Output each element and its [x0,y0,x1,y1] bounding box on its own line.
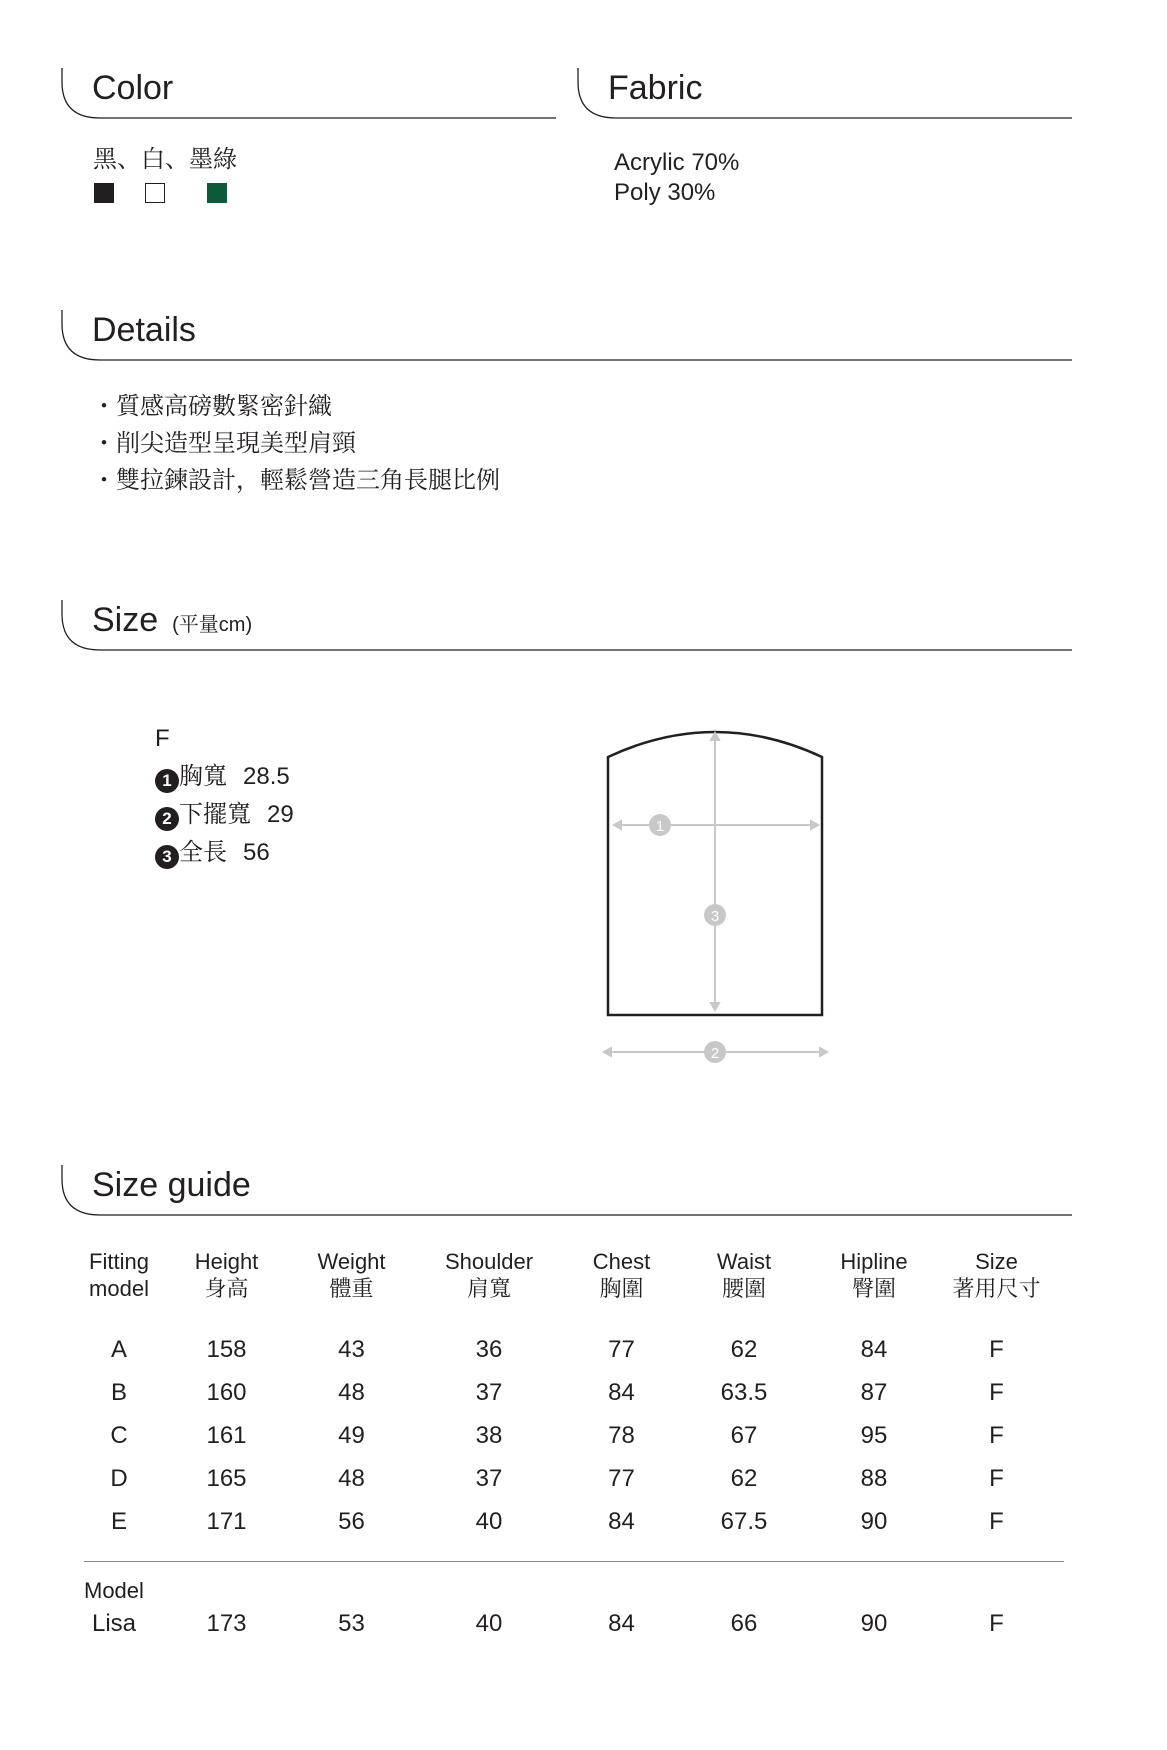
table-cell: 63.5 [720,1378,768,1406]
details-heading: Details [92,311,196,349]
table-row [84,1371,1064,1414]
table-cell: 67.5 [720,1507,768,1535]
table-cell: Lisa [92,1610,137,1637]
table-cell [84,1543,1064,1562]
table-cell: 49 [338,1421,365,1449]
header-size: Size 著用尺寸 [952,1249,1041,1301]
table-cell: 62 [730,1335,758,1363]
fabric-section-header [576,68,1072,120]
table-cell: 171 [206,1507,247,1535]
table-cell: F [989,1507,1004,1535]
table-cell: 43 [338,1335,365,1363]
table-cell: B [110,1378,127,1406]
fabric-heading: Fabric [608,69,703,107]
measurement-hem [155,796,294,834]
swatch-white [145,183,165,203]
header-chest: Chest 胸圍 [592,1249,651,1301]
table-cell: 48 [338,1378,365,1406]
marker-2: 2 [710,1045,720,1062]
table-cell: F [989,1464,1004,1492]
size-guide-heading: Size guide [92,1166,251,1204]
swatch-dark-green [207,183,227,203]
number-badge: 3 [155,845,179,869]
table-divider [84,1543,1064,1562]
table-row [84,1500,1064,1543]
swatch-black [94,183,114,203]
measurement-label: 下擺寬 [179,801,251,828]
measurement-value: 29 [267,801,294,828]
color-heading: Color [92,69,174,107]
garment-diagram [600,725,840,1070]
table-cell: 38 [475,1421,503,1449]
header-height: Height 身高 [194,1249,259,1301]
detail-item: ・ 質感高磅數緊密針織 [92,388,500,425]
color-names: 黑、白、墨綠 [93,146,237,173]
table-cell: 160 [206,1378,247,1406]
table-cell: C [110,1421,128,1449]
details-section-header [60,310,1072,362]
table-cell: 66 [730,1610,758,1637]
size-unit: (平量cm) [172,614,253,636]
details-list [92,388,500,499]
size-guide-table [84,1248,1064,1644]
number-badge: 2 [155,807,179,831]
table-cell: 173 [206,1610,247,1637]
table-cell: 84 [608,1507,635,1535]
table-cell: F [989,1421,1004,1449]
table-cell: 40 [475,1507,503,1535]
table-row [84,1414,1064,1457]
table-cell: 158 [206,1335,247,1363]
fabric-line-2: Poly 30% [614,179,716,206]
table-row [84,1457,1064,1500]
header-fitting-model: Fitting model [89,1249,149,1301]
hem-marker [704,1041,726,1063]
header-shoulder: Shoulder 肩寬 [444,1249,534,1301]
table-cell: 87 [860,1378,888,1406]
detail-item: ・ 雙拉鍊設計，輕鬆營造三角長腿比例 [92,462,500,499]
table-cell: F [989,1378,1004,1406]
size-name: F [155,725,170,752]
table-cell: 84 [608,1610,635,1637]
table-cell: 53 [338,1610,365,1637]
measurement-label: 全長 [179,839,227,866]
table-cell: D [110,1464,128,1492]
measurement-length [155,834,294,872]
header-weight: Weight 體重 [317,1249,386,1301]
table-cell: F [989,1610,1004,1637]
table-cell: 84 [860,1335,888,1363]
table-cell: 77 [608,1335,635,1363]
marker-1: 1 [655,818,665,835]
table-cell: 77 [608,1464,635,1492]
table-cell: 36 [475,1335,503,1363]
table-cell: 67 [730,1421,758,1449]
table-cell: 37 [475,1378,503,1406]
model-label-row [84,1562,1064,1605]
measurement-chest [155,758,294,796]
size-guide-section-header [60,1165,1072,1217]
header-waist: Waist 腰圍 [716,1249,772,1301]
table-cell: 90 [860,1610,888,1637]
header-hipline: Hipline 臀圍 [840,1249,908,1301]
fabric-composition [614,148,739,208]
model-label: Model [84,1578,144,1603]
table-cell: 88 [860,1464,888,1492]
table-header-row [84,1248,1064,1328]
marker-3: 3 [710,908,720,925]
table-row [84,1328,1064,1371]
length-marker [704,904,726,926]
table-cell: A [110,1335,127,1363]
measurement-value: 28.5 [243,763,290,790]
table-cell: 161 [206,1421,247,1449]
size-title: Size [92,601,159,639]
fabric-line-1: Acrylic 70% [614,149,740,176]
table-cell: 37 [475,1464,503,1492]
size-heading [92,600,252,645]
table-cell: 165 [206,1464,247,1492]
table-cell: 48 [338,1464,365,1492]
size-measurements [155,720,294,872]
measurement-value: 56 [243,839,270,866]
table-cell: 40 [475,1610,503,1637]
table-cell: 90 [860,1507,888,1535]
length-measure-line [711,733,719,1010]
table-cell: 84 [608,1378,635,1406]
table-cell: E [110,1507,127,1535]
measurement-label: 胸寬 [179,763,227,790]
table-cell: 56 [338,1507,365,1535]
table-cell: 62 [730,1464,758,1492]
color-section-header [60,68,556,120]
table-cell: 78 [608,1421,635,1449]
table-cell: 95 [860,1421,888,1449]
table-cell: F [989,1335,1004,1363]
chest-marker [649,814,671,836]
model-row [84,1604,1064,1644]
detail-item: ・ 削尖造型呈現美型肩頸 [92,425,500,462]
size-section-header [60,600,1072,652]
number-badge: 1 [155,769,179,793]
